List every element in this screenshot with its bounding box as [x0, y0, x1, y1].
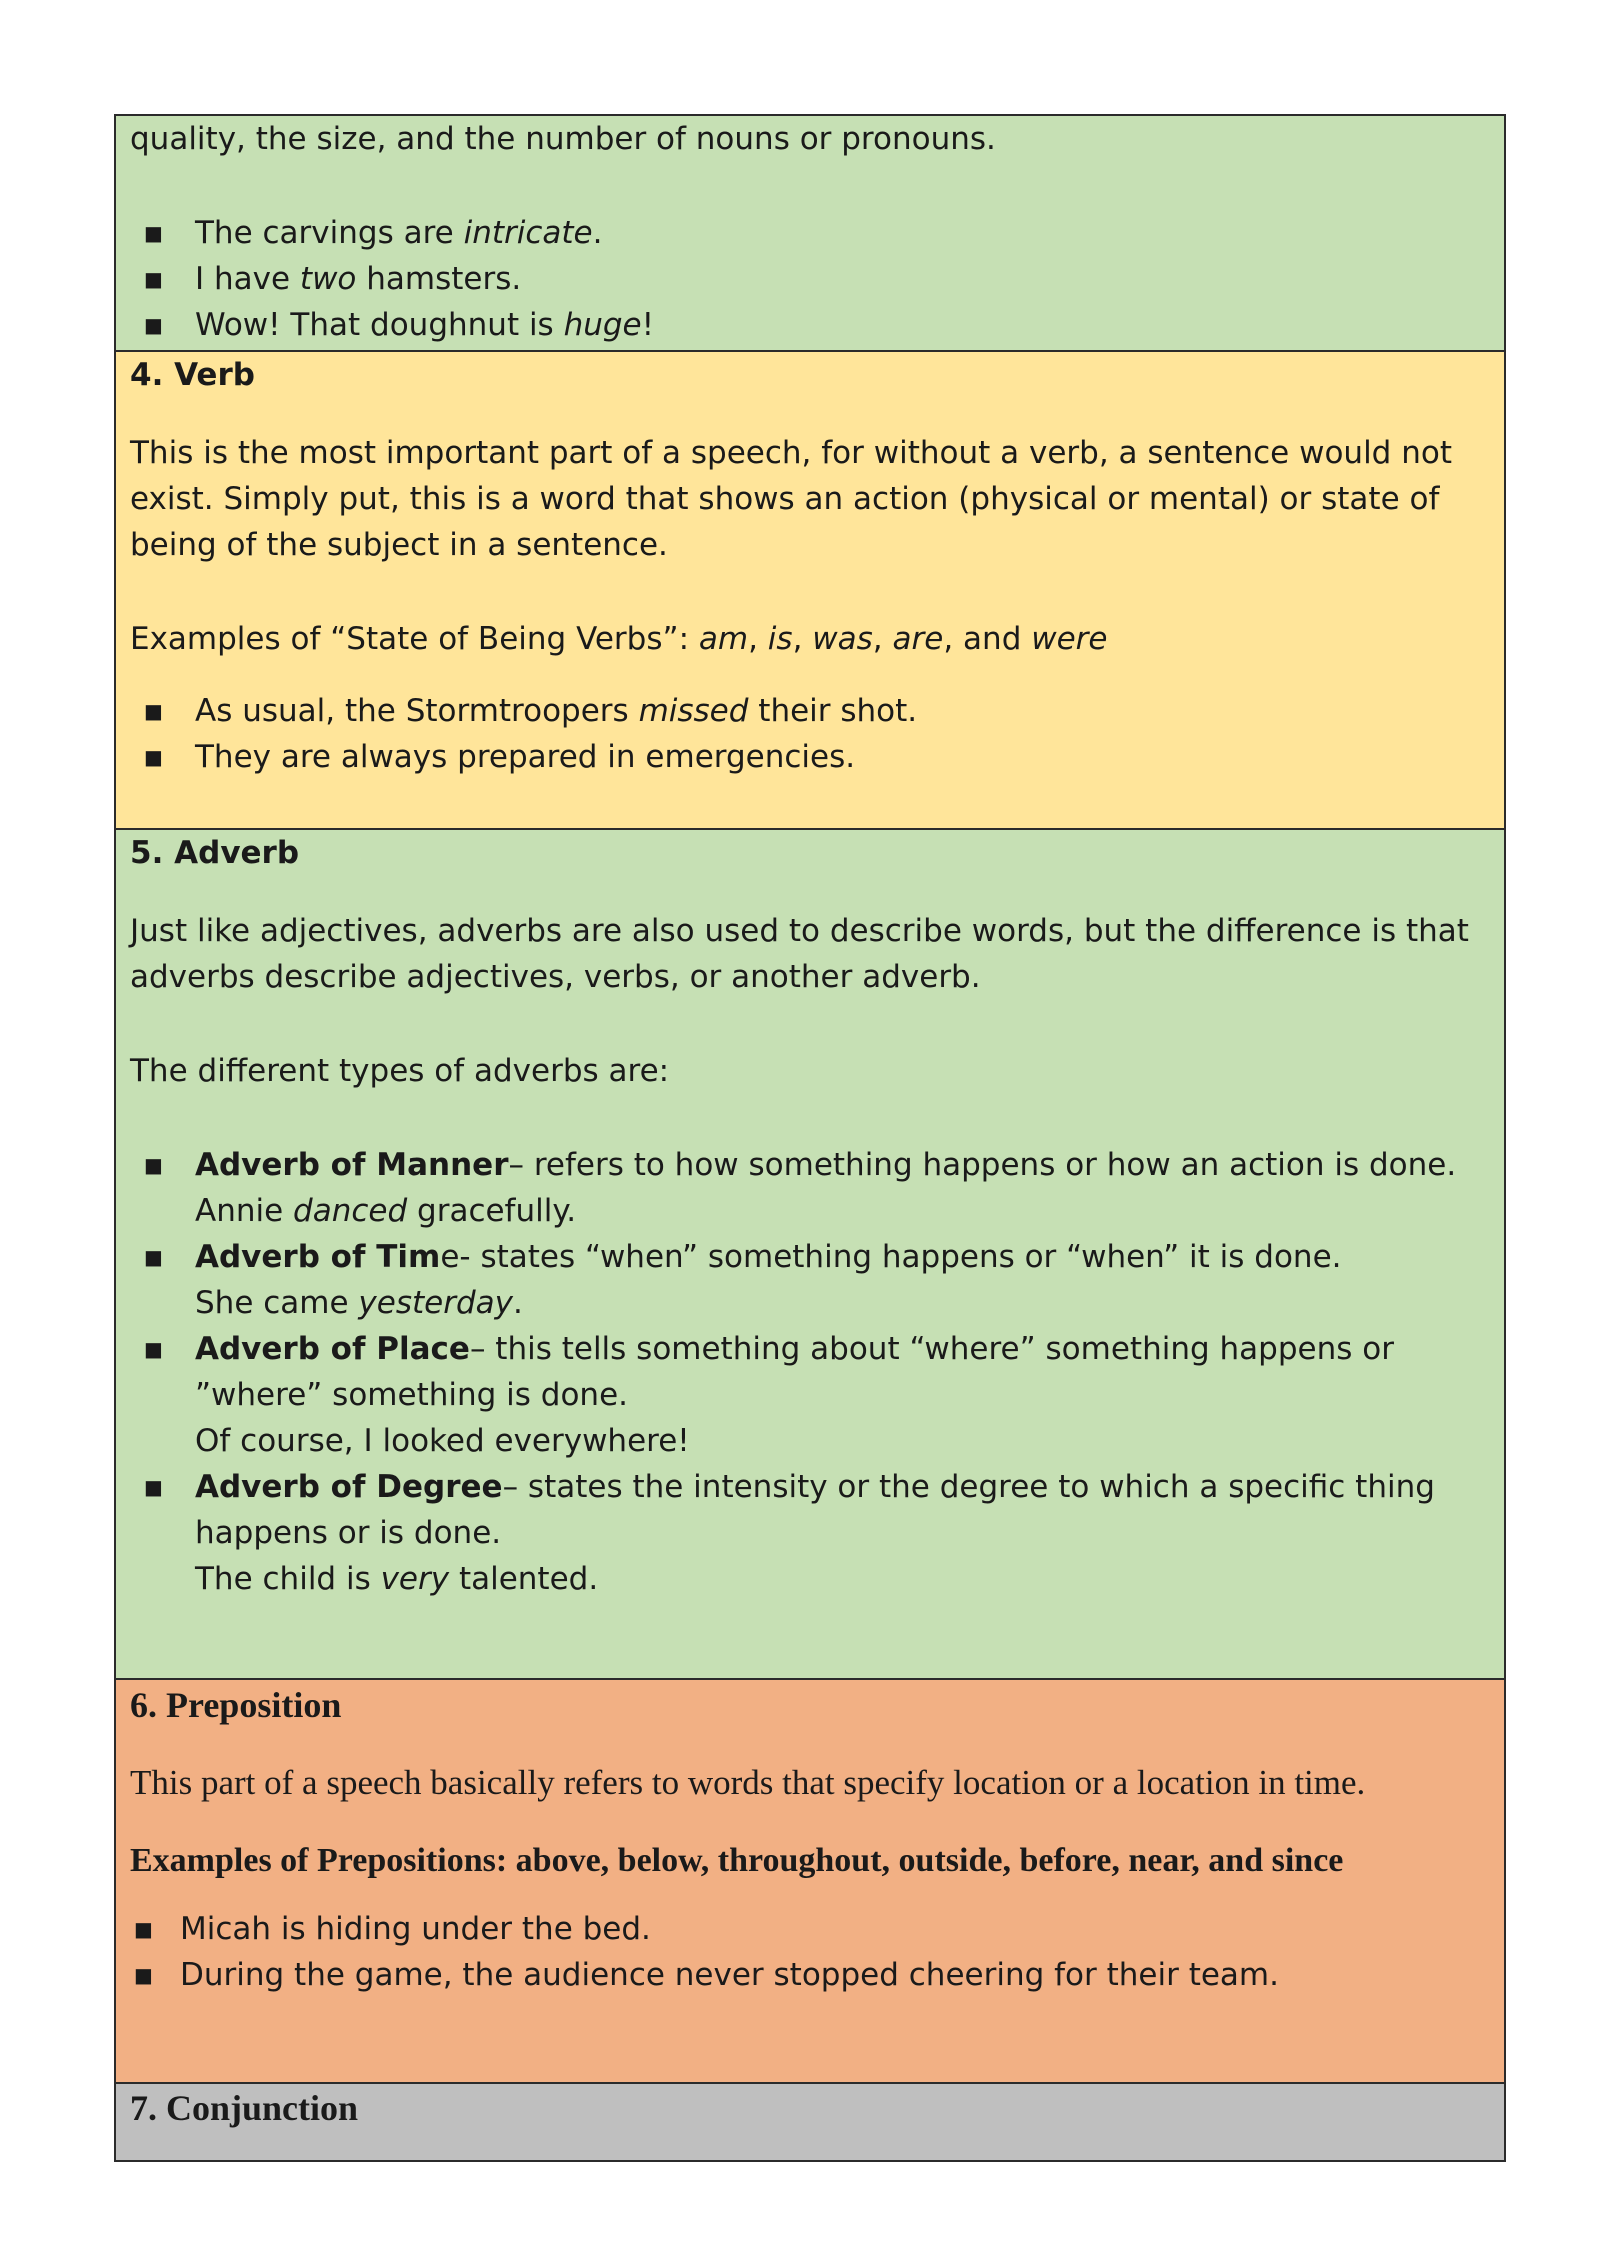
list-item: ■ They are always prepared in emergencies. [130, 734, 1490, 780]
list-item: ■ As usual, the Stormtroopers missed their shot. [130, 688, 1490, 734]
bullet-icon: ■ [144, 699, 163, 723]
verb-examples-line: Examples of “State of Being Verbs”: am, is, was, are, and were [130, 621, 1108, 657]
list-item: ■ Micah is hiding under the bed. [130, 1906, 1490, 1952]
adverb-description: Just like adjectives, adverbs are also used to describe words, but the difference is that adverbs describe adjectives, verbs, or another adverb. [130, 913, 1469, 995]
adverb-section [116, 830, 1504, 1680]
adjective-examples [130, 210, 1490, 348]
list-item: ■ During the game, the audience never stopped cheering for their team. [130, 1952, 1490, 1998]
verb-description: This is the most important part of a speech, for without a verb, a sentence would not exist. Simply put, this is a word that shows an action (physical or mental) or state of being of the subject in a sentence. [130, 435, 1452, 563]
preposition-examples [130, 1906, 1490, 1998]
list-item: ■ I have two hamsters. [130, 256, 1490, 302]
bullet-icon: ■ [144, 221, 163, 245]
bullet-icon: ■ [134, 1963, 153, 1987]
conjunction-section [116, 2084, 1504, 2160]
bullet-icon: ■ [144, 1245, 163, 1269]
adjective-description: quality, the size, and the number of nouns or pronouns. [130, 121, 996, 157]
bullet-icon: ■ [144, 313, 163, 337]
preposition-heading: 6. Preposition [130, 1685, 342, 1725]
list-item: ■ Adverb of Place– this tells something about “where” something happens or ”where” something is done. Of course, I looked everywhere! [130, 1326, 1490, 1464]
bullet-icon: ■ [144, 1153, 163, 1177]
list-item: ■ Wow! That doughnut is huge! [130, 302, 1490, 348]
list-item: ■ Adverb of Degree– states the intensity or the degree to which a specific thing happens or is done. The child is very talented. [130, 1464, 1490, 1602]
verb-examples [130, 688, 1490, 780]
list-item: ■ Adverb of Time- states “when” something happens or “when” it is done. She came yesterday. [130, 1234, 1490, 1326]
bullet-icon: ■ [134, 1917, 153, 1941]
bullet-icon: ■ [144, 267, 163, 291]
preposition-description: This part of a speech basically refers to words that specify location or a location in time. [130, 1763, 1366, 1802]
adverb-types-list [130, 1142, 1490, 1602]
list-item: ■ The carvings are intricate. [130, 210, 1490, 256]
bullet-icon: ■ [144, 1475, 163, 1499]
verb-heading: 4. Verb [130, 357, 255, 393]
preposition-examples-line: Examples of Prepositions: above, below, throughout, outside, before, near, and since [130, 1842, 1344, 1879]
preposition-section [116, 1680, 1504, 2084]
adverb-heading: 5. Adverb [130, 835, 300, 871]
adverb-types-intro: The different types of adverbs are: [130, 1053, 670, 1089]
conjunction-heading: 7. Conjunction [130, 2088, 359, 2128]
bullet-icon: ■ [144, 1337, 163, 1361]
bullet-icon: ■ [144, 745, 163, 769]
parts-of-speech-table [114, 114, 1506, 2162]
adjective-section [116, 116, 1504, 352]
list-item: ■ Adverb of Manner– refers to how something happens or how an action is done. Annie danced gracefully. [130, 1142, 1490, 1234]
verb-section [116, 352, 1504, 830]
